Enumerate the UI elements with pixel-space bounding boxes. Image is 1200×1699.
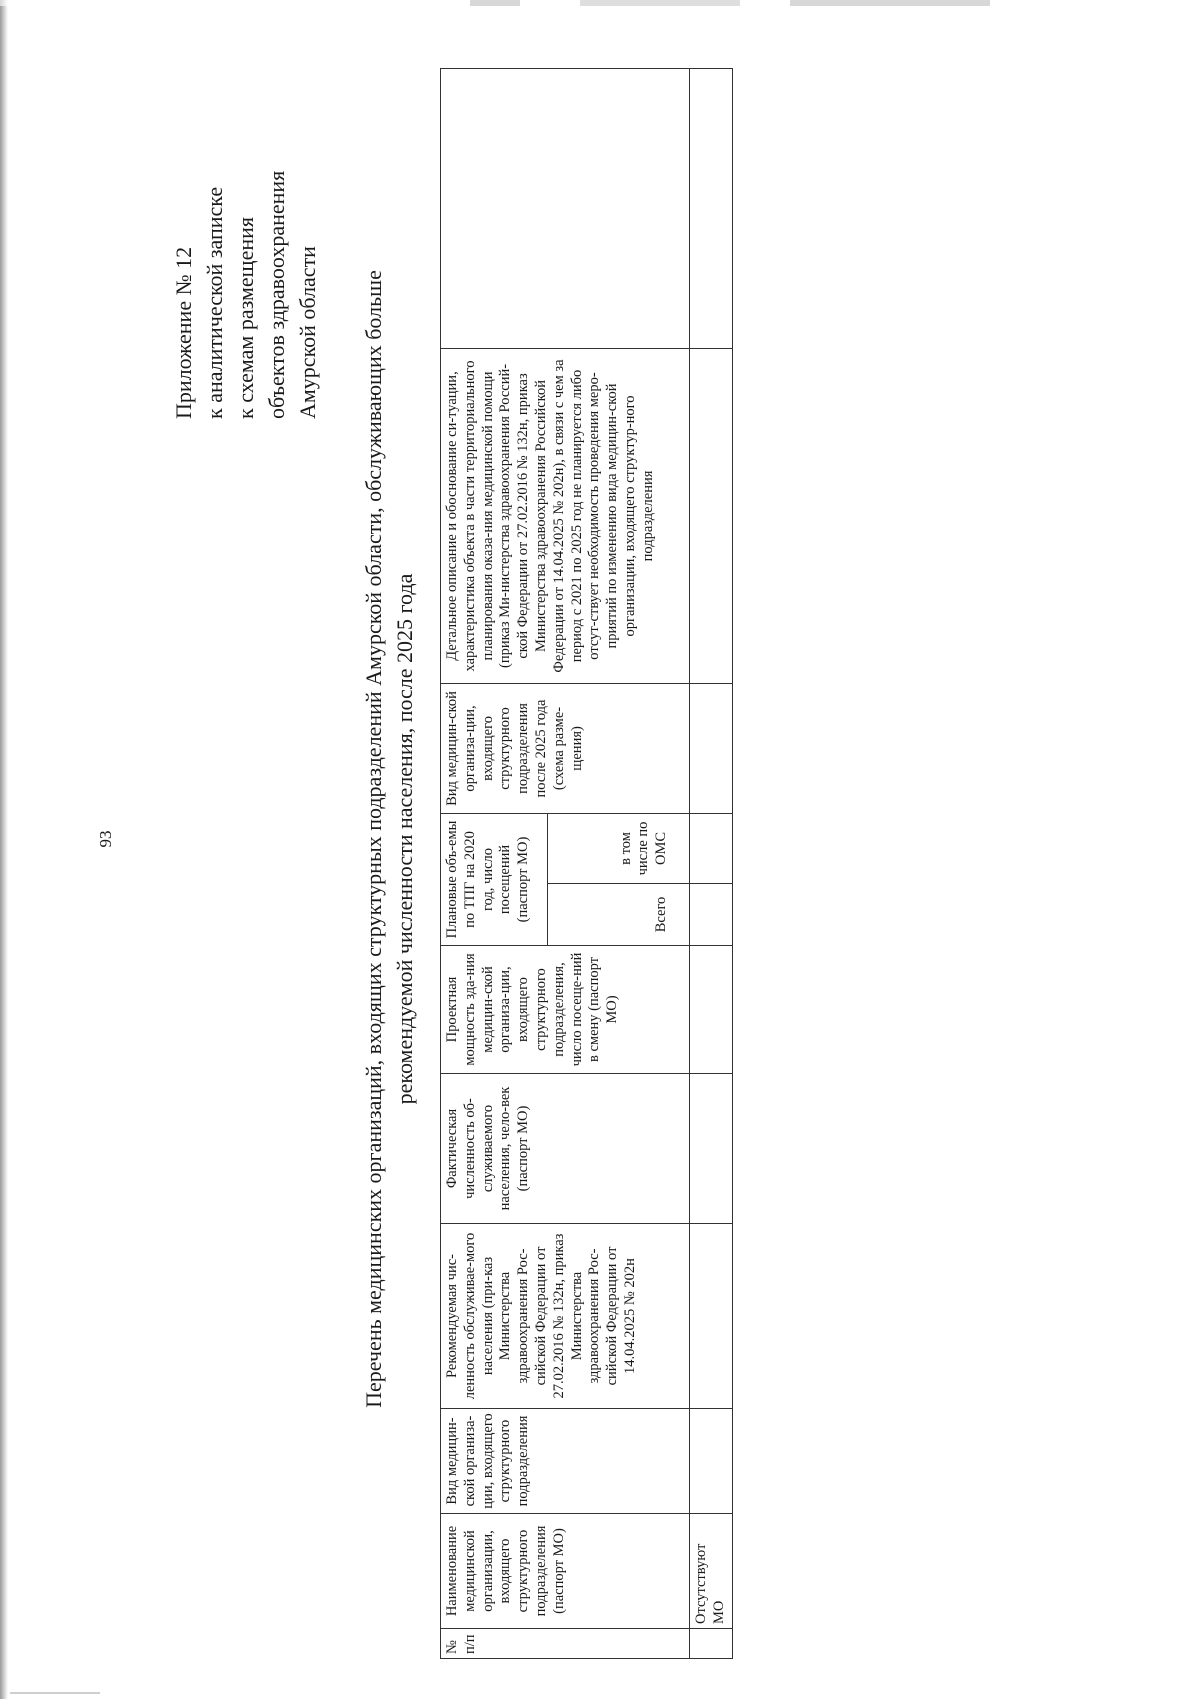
- page-number: 93: [96, 830, 115, 848]
- appendix-line: к аналитической записке: [202, 186, 227, 419]
- header-type: Вид медицин-ской организа-ции, входящего структурного подразделения: [441, 1409, 690, 1514]
- cell-name: Отсутствуют МО: [690, 1514, 733, 1629]
- appendix-line: Амурской области: [295, 246, 320, 419]
- table-row: [690, 68, 733, 1658]
- header-type-after-2025: Вид медицин-ской организа-ции, входящего структурного подразделения после 2025 года (схема разме-щения): [441, 683, 690, 813]
- table-header-row: [441, 68, 548, 1658]
- header-design-capacity: Проектная мощность зда-ния медицин-ской организа-ции, входящего структурного подразделения, число посеще-ний в смену (паспорт МО): [441, 946, 690, 1074]
- header-blank: [441, 68, 690, 348]
- cell-planned-oms: [690, 813, 733, 883]
- header-name: Наименование медицинской организации, входящего структурного подразделения (паспорт МО): [441, 1514, 690, 1629]
- appendix-line: Приложение № 12: [171, 246, 196, 419]
- title-line: рекомендуемой численности населения, после 2025 года: [392, 573, 417, 1105]
- header-description: Детальное описание и обоснование си-туации, характеристика объекта в части территориального планирования оказа-ния медицинской помощи (приказ Ми-нистерства здравоохранения Россий-ской Федерации от 27.02.2016 № 132н, приказ Министерства здравоохранения Российской Федерации от 14.04.2025 № 202н), в связи с чем за период с 2021 по 2025 год не планируется либо отсут-ствует необходимость проведения меро-приятий по изменению вида медицин-ской организации, входящего структур-ного подразделения: [441, 348, 690, 683]
- cell-type-after: [690, 683, 733, 813]
- appendix-block: [168, 39, 323, 419]
- cell-recommended: [690, 1224, 733, 1409]
- appendix-line: объектов здравоохранения: [264, 170, 289, 419]
- header-planned-volumes: Плановые объ-емы по ТПГ на 2020 год, число посещений (паспорт МО): [441, 813, 548, 945]
- cell-description: [690, 348, 733, 683]
- organizations-table: [440, 68, 733, 1659]
- cell-blank: [690, 68, 733, 348]
- header-actual-population: Фактическая численность об-служиваемого населения, чело-век (паспорт МО): [441, 1074, 690, 1224]
- appendix-line: к схемам размещения: [233, 216, 258, 419]
- cell-planned-total: [690, 884, 733, 946]
- cell-capacity: [690, 946, 733, 1074]
- cell-type: [690, 1409, 733, 1514]
- document-title: [358, 109, 420, 1569]
- header-recommended-population: Рекомендуемая чис-ленность обслуживае-мого населения (при-каз Министерства здравоохранения Рос-сийской Федерации от 27.02.2016 № 132н, приказ Министерства здравоохранения Рос-сийской Федерации от 14.04.2025 № 202н: [441, 1224, 690, 1409]
- title-line: Перечень медицинских организаций, входящих структурных подразделений Амурской области, обслуживающих больше: [361, 270, 386, 1408]
- header-planned-total: Всего: [548, 884, 690, 946]
- header-planned-oms: в том числе по ОМС: [548, 813, 690, 883]
- header-num: № п/п: [441, 1629, 690, 1659]
- cell-num: [690, 1629, 733, 1659]
- cell-actual: [690, 1074, 733, 1224]
